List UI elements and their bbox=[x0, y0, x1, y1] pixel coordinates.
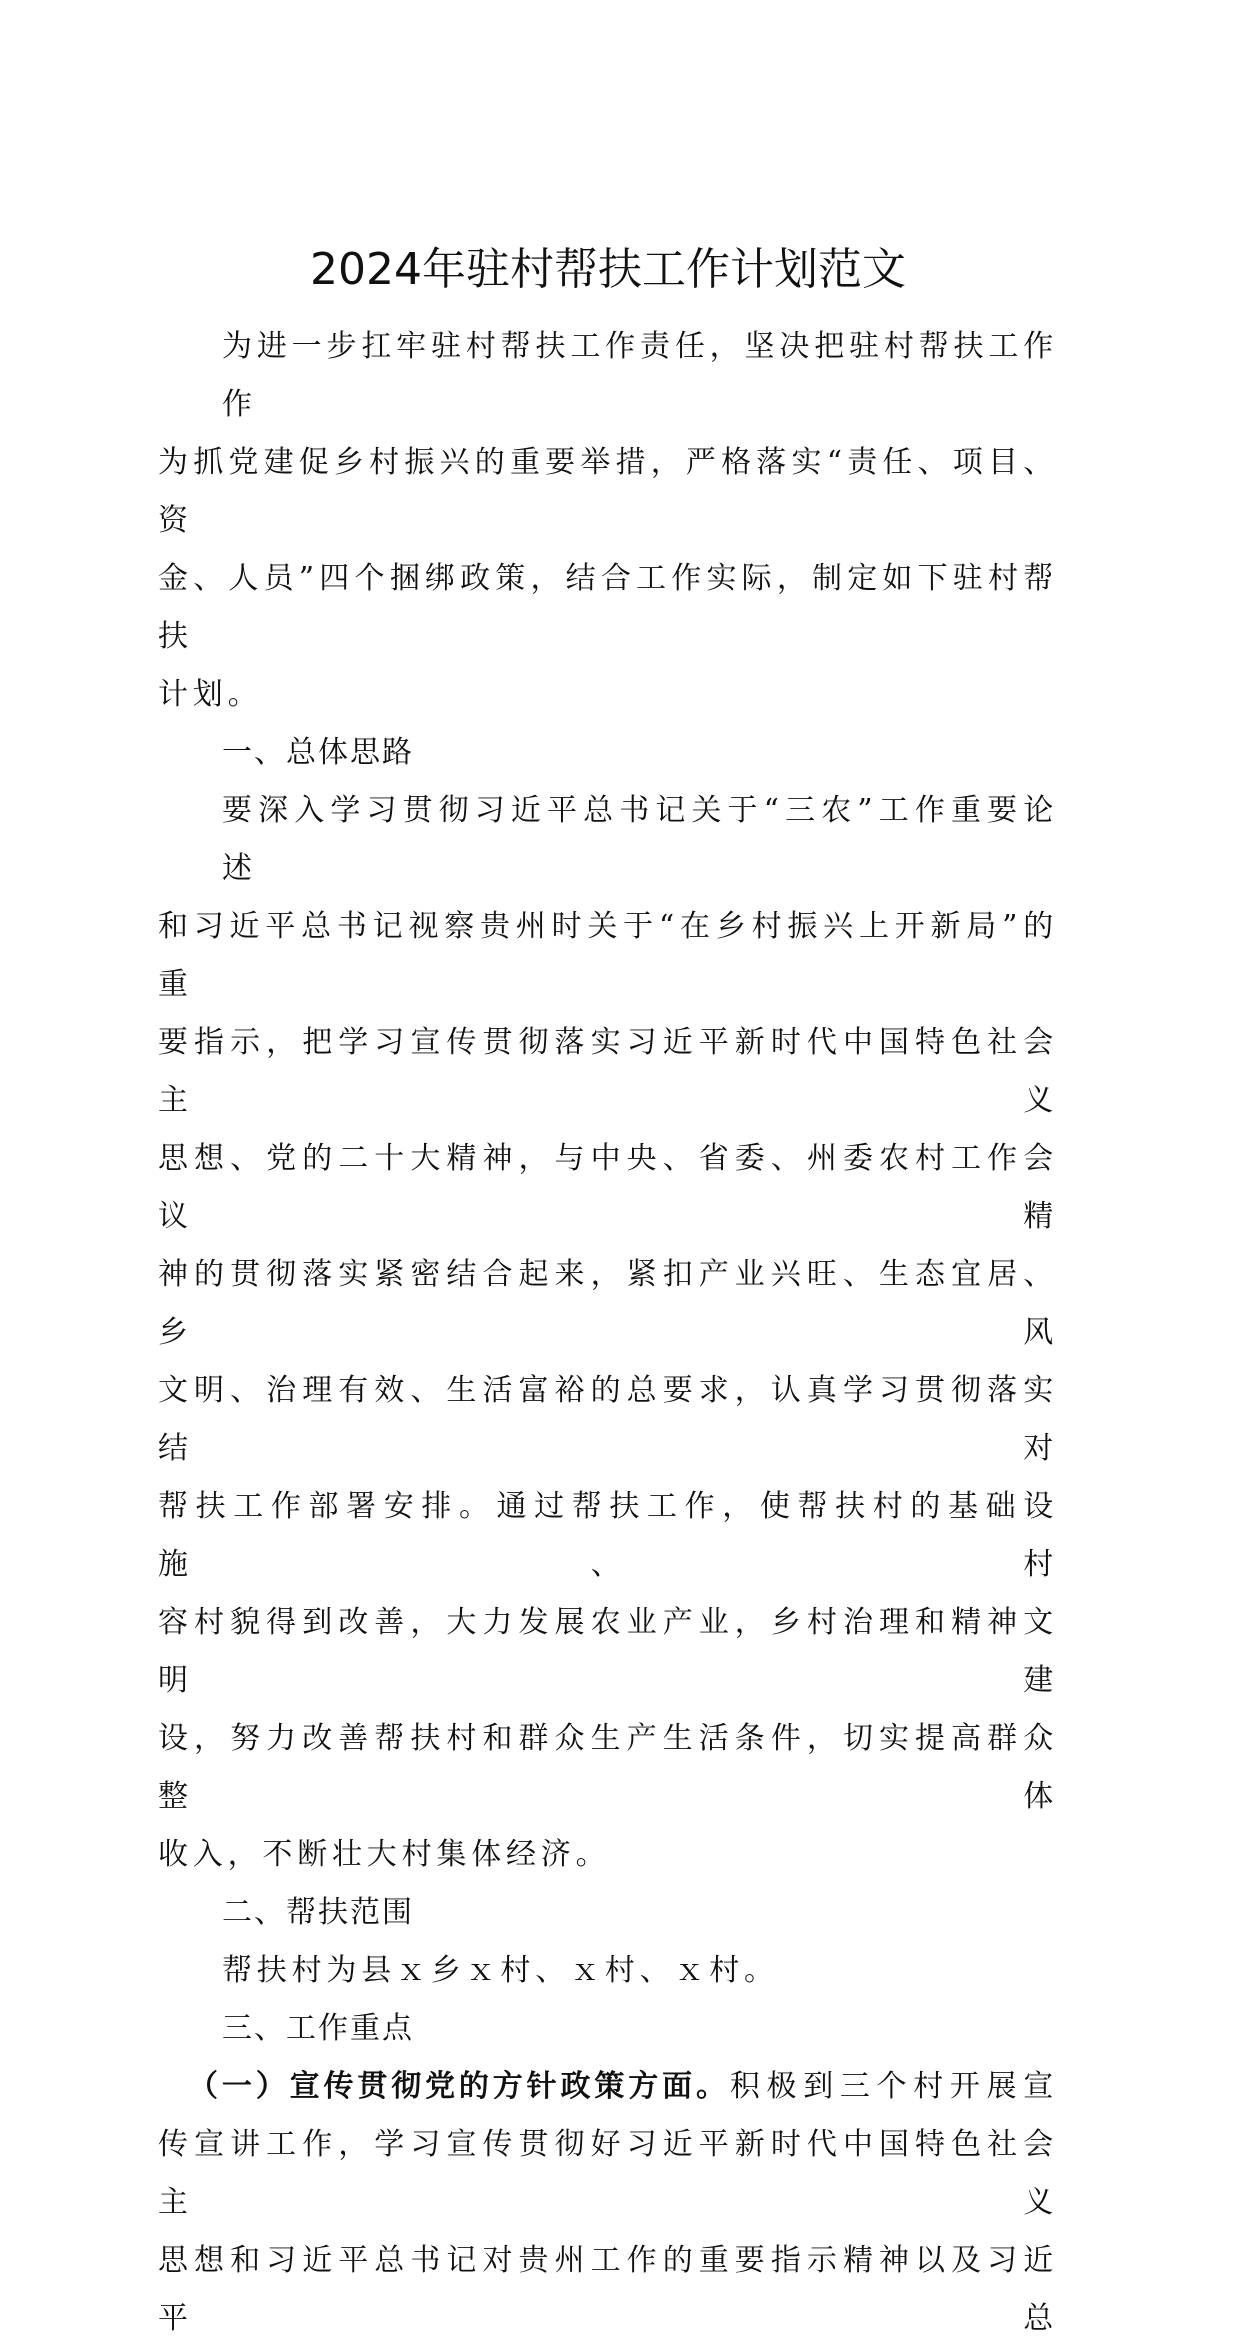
text-line bbox=[158, 2058, 1058, 2116]
text-line: 要指示，把学习宣传贯彻落实习近平新时代中国特色社会主义 bbox=[158, 1025, 1058, 1118]
text-line: 设，努力改善帮扶村和群众生产生活条件，切实提高群众整体 bbox=[158, 1721, 1058, 1814]
section-heading-3: 三、工作重点 bbox=[222, 2011, 414, 2046]
text-line: 思想和习近平总书记对贵州工作的重要指示精神以及习近平总 bbox=[158, 2243, 1058, 2336]
text-line: 文明、治理有效、生活富裕的总要求，认真学习贯彻落实结对 bbox=[158, 1373, 1058, 1466]
text-line: 要深入学习贯彻习近平总书记关于“三农”工作重要论述 bbox=[222, 793, 1058, 886]
text-line: 思想、党的二十大精神，与中央、省委、州委农村工作会议精 bbox=[158, 1141, 1058, 1234]
text-line: 为抓党建促乡村振兴的重要举措，严格落实“责任、项目、资 bbox=[158, 445, 1058, 538]
document-body bbox=[158, 240, 1058, 2348]
text-line: 金、人员”四个捆绑政策，结合工作实际，制定如下驻村帮扶 bbox=[158, 561, 1058, 654]
intro-paragraph bbox=[158, 318, 1058, 724]
section3-sub1-paragraph bbox=[158, 2058, 1058, 2348]
text-line: 计划。 bbox=[158, 677, 263, 712]
text-line: 帮扶工作部署安排。通过帮扶工作，使帮扶村的基础设施、村 bbox=[158, 1489, 1058, 1582]
text-line: 神的贯彻落实紧密结合起来，紧扣产业兴旺、生态宜居、乡风 bbox=[158, 1257, 1058, 1350]
text-line: 和习近平总书记视察贵州时关于“在乡村振兴上开新局”的重 bbox=[158, 909, 1058, 1002]
text-line: 传宣讲工作，学习宣传贯彻好习近平新时代中国特色社会主义 bbox=[158, 2127, 1058, 2220]
text-line: 为进一步扛牢驻村帮扶工作责任，坚决把驻村帮扶工作作 bbox=[222, 329, 1058, 422]
subheading-label: （一）宣传贯彻党的方针政策方面。 bbox=[188, 2069, 730, 2104]
section1-paragraph bbox=[158, 782, 1058, 1884]
document-title: 2024年驻村帮扶工作计划范文 bbox=[310, 244, 906, 295]
subheading-text: 积极到三个村开展宣 bbox=[729, 2069, 1059, 2104]
section2-text: 帮扶村为县ｘ乡ｘ村、ｘ村、ｘ村。 bbox=[222, 1953, 779, 1988]
text-line: 容村貌得到改善，大力发展农业产业，乡村治理和精神文明建 bbox=[158, 1605, 1058, 1698]
section-heading-1: 一、总体思路 bbox=[222, 735, 414, 770]
text-line: 收入，不断壮大村集体经济。 bbox=[158, 1837, 611, 1872]
section-heading-2: 二、帮扶范围 bbox=[222, 1895, 414, 1930]
